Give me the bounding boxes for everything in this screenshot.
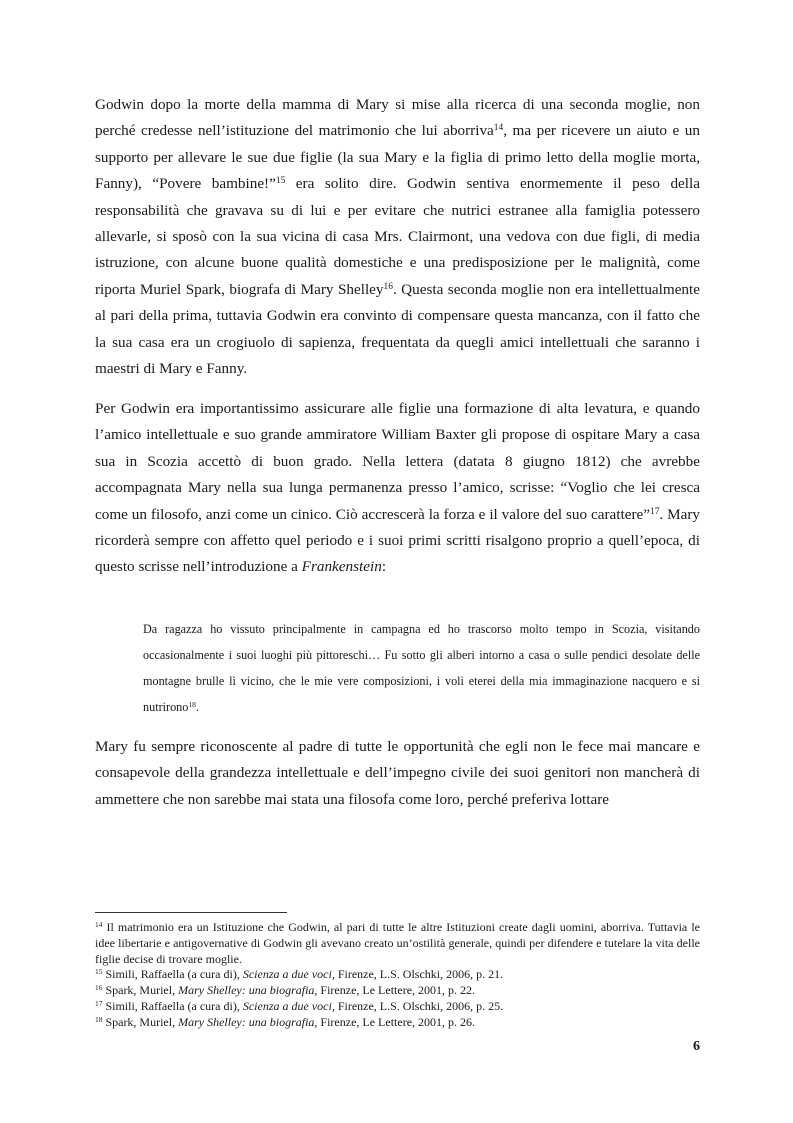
footnote-title: Scienza a due voci, <box>242 967 335 982</box>
footnote-number: 18 <box>95 1014 103 1024</box>
page-number: 6 <box>693 1039 700 1054</box>
footnote-16 <box>95 983 700 999</box>
paragraph-1-part-a: Godwin dopo la morte della mamma di Mary si mise alla ricerca di una seconda moglie, non perché credesse nell’istituzione del matrimonio che lui aborriva <box>95 96 700 140</box>
footnote-separator <box>95 912 287 913</box>
footnote-text: Simili, Raffaella (a cura di), <box>102 967 243 982</box>
footnote-text-end: Firenze, L.S. Olschki, 2006, p. 25. <box>334 998 504 1013</box>
quote-end: . <box>195 700 199 714</box>
footnote-text-end: , Firenze, Le Lettere, 2001, p. 22. <box>314 983 476 998</box>
paragraph-1-part-c: era solito dire. Godwin sentiva enormemente il peso della responsabilità che gravava su di lui e per evitare che nutrici estranee alla famiglia potessero allevarle, si sposò con la sua vicina di casa Mrs. Clairmont, una vedova con due figli, di media istruzione, con alcune buone qualità domestiche e una predisposizione per le malignità, come riporta Muriel Spark, biografa di Mary Shelley <box>95 175 700 298</box>
footnotes <box>95 920 700 1031</box>
footnote-text-end: , Firenze, Le Lettere, 2001, p. 26. <box>314 1014 476 1029</box>
footnote-title: Mary Shelley: una biografia <box>178 983 315 998</box>
footnote-text: Spark, Muriel, <box>102 1014 179 1029</box>
paragraph-1-part-d: . Questa seconda moglie non era intellettualmente al pari della prima, tuttavia Godwin era convinto di compensare questa mancanza, con il fatto che la sua casa era un crogiuolo di sapienza, frequentata da quegli amici intellettuali che saranno i maestri di Mary e Fanny. <box>95 280 700 378</box>
footnote-15 <box>95 967 700 983</box>
footnote-18 <box>95 1015 700 1031</box>
footnote-text: Spark, Muriel, <box>102 983 179 998</box>
footnote-ref-14: 14 <box>493 123 504 134</box>
footnote-text: Simili, Raffaella (a cura di), <box>102 998 243 1013</box>
footnote-text-end: Firenze, L.S. Olschki, 2006, p. 21. <box>334 967 504 982</box>
block-quote <box>143 616 700 720</box>
footnote-number: 17 <box>95 998 103 1008</box>
footnote-ref-18: 18 <box>188 699 196 709</box>
quote-body: Da ragazza ho vissuto principalmente in campagna ed ho trascorso molto tempo in Scozia, visitando occasionalmente i suoi luoghi più pittoreschi… Fu sotto gli alberi intorno a casa o sulle pendici desolate delle montagne brulle lì vicino, che le mie vere composizioni, i voli eterei della mia immaginazione nacquero e si nutrirono <box>143 622 700 714</box>
paragraph-1-part-b: , ma per ricevere un aiuto e un supporto per allevare le sue due figlie (la sua Mary e la figlia di primo letto della moglie morta, Fanny), “Povere bambine!” <box>95 122 700 193</box>
paragraph-2-part-a: Per Godwin era importantissimo assicurare alle figlie una formazione di alta levatura, e quando l’amico intellettuale e suo grande ammiratore William Baxter gli propose di ospitare Mary a casa sua in Scozia accettò di buon grado. Nella lettera (datata 8 giugno 1812) che avrebbe accompagnata Mary nella sua lunga permanenza presso l’amico, scrisse: “Voglio che lei cresca come un filosofo, anzi come un cinico. Ciò accrescerà la forza e il valore del suo carattere” <box>95 400 700 523</box>
paragraph-3-text: Mary fu sempre riconoscente al padre di tutte le opportunità che egli non le fece mai mancare e consapevole della grandezza intellettuale e dell’impegno civile dei suoi genitori non mancherà di ammettere che non sarebbe mai stata una filosofa come loro, perché preferiva lottare <box>95 738 700 808</box>
footnote-ref-17: 17 <box>649 506 660 517</box>
book-title-frankenstein: Frankenstein <box>301 558 382 576</box>
footnote-number: 14 <box>95 919 103 929</box>
footnote-number: 16 <box>95 983 103 993</box>
footnote-ref-15: 15 <box>275 176 286 187</box>
paragraph-1 <box>95 92 700 382</box>
block-quote-text <box>143 616 700 720</box>
paragraph-2-part-c: : <box>381 558 387 576</box>
footnote-text: Il matrimonio era un Istituzione che Godwin, al pari di tutte le altre Istituzioni create dagli uomini, aborriva. Tuttavia le idee libertarie e antigovernative di Godwin gli avevano creato un’ostilità generale, quindi per difendere e tutelare la vita delle figlie decise di trovare moglie. <box>95 920 700 966</box>
paragraph-3 <box>95 734 700 813</box>
paragraph-1-text <box>95 92 700 382</box>
paragraph-2-text <box>95 396 700 581</box>
footnote-ref-16: 16 <box>383 281 393 292</box>
paragraph-2 <box>95 396 700 581</box>
footnote-number: 15 <box>95 967 103 977</box>
footnote-title: Scienza a due voci, <box>242 998 335 1013</box>
footnote-title: Mary Shelley: una biografia <box>178 1014 315 1029</box>
footnote-17 <box>95 999 700 1015</box>
paragraph-2-part-b: . Mary ricorderà sempre con affetto quel periodo e i suoi primi scritti risalgono proprio a quell’epoca, di questo scrisse nell’introduzione a <box>95 505 700 576</box>
footnote-14 <box>95 920 700 967</box>
